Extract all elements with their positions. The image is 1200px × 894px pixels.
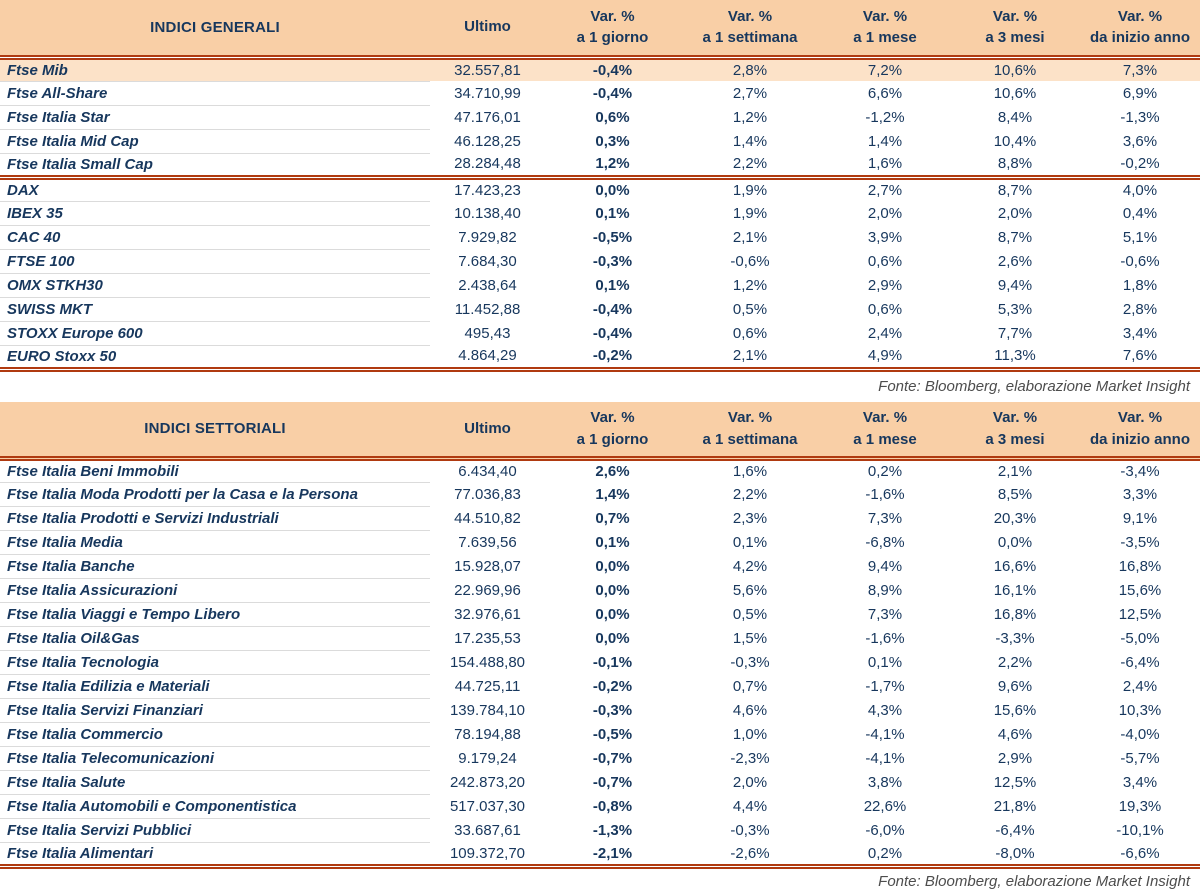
indici-generali-section [0, 0, 1200, 402]
table-row [0, 507, 1200, 531]
pct-value: -1,6% [865, 486, 905, 503]
pct-value: 9,6% [997, 678, 1033, 695]
column-header-a-1-mese: Var. % a 1 mese [820, 0, 950, 57]
index-name: STOXX Europe 600 [0, 321, 430, 345]
pct-value: -0,3% [592, 702, 633, 719]
ultimo-value: 44.725,11 [454, 678, 521, 695]
pct-value: 3,8% [867, 774, 903, 791]
pct-value: 2,0% [867, 204, 903, 222]
table-row [0, 225, 1200, 249]
pct-value: 1,2% [732, 276, 768, 294]
column-header-a-1-giorno: Var. % a 1 giorno [545, 402, 680, 459]
pct-value: -0,2% [1080, 153, 1200, 177]
pct-value: 4,6% [732, 702, 768, 719]
pct-value: 1,5% [732, 630, 768, 647]
pct-value: 0,2% [867, 463, 903, 481]
ultimo-value: 34.710,99 [454, 84, 521, 102]
ultimo-value: 6.434,40 [458, 463, 517, 481]
ultimo-value: 4.864,29 [430, 345, 545, 369]
pct-value: -3,3% [995, 630, 1035, 647]
pct-value: 4,4% [732, 798, 768, 815]
table-row [0, 273, 1200, 297]
pct-value: 16,8% [1118, 558, 1162, 575]
ultimo-value: 139.784,10 [449, 702, 526, 719]
ultimo-value: 77.036,83 [454, 486, 521, 503]
ultimo-value: 78.194,88 [454, 726, 521, 743]
ultimo-value: 22.969,96 [454, 582, 521, 599]
index-name: IBEX 35 [0, 201, 430, 225]
pct-value: 1,4% [595, 486, 630, 503]
index-name: Ftse Italia Servizi Pubblici [0, 819, 430, 843]
pct-value: -6,8% [865, 534, 905, 551]
pct-value: -0,4% [592, 324, 633, 342]
pct-value: 15,6% [1118, 582, 1162, 599]
pct-value: 0,0% [595, 181, 630, 199]
pct-value: 8,5% [997, 486, 1033, 503]
pct-value: 0,6% [595, 108, 630, 126]
ultimo-value: 242.873,20 [449, 774, 526, 791]
ultimo-value: 9.179,24 [458, 750, 517, 767]
pct-value: 0,0% [595, 558, 630, 575]
table-title: INDICI GENERALI [0, 0, 430, 57]
ultimo-value: 517.037,30 [449, 798, 526, 815]
pct-value: 0,1% [595, 276, 630, 294]
index-name: Ftse Italia Viaggi e Tempo Libero [0, 603, 430, 627]
index-name: Ftse Italia Prodotti e Servizi Industriali [0, 507, 430, 531]
pct-value: 0,6% [867, 252, 903, 270]
table-row [0, 81, 1200, 105]
ultimo-value: 32.976,61 [454, 606, 521, 623]
index-name: Ftse Italia Mid Cap [0, 129, 430, 153]
pct-value: -0,5% [592, 726, 633, 743]
pct-value: 4,2% [732, 558, 768, 575]
pct-value: 2,2% [680, 153, 820, 177]
table-row [0, 321, 1200, 345]
index-name: OMX STKH30 [0, 273, 430, 297]
column-header-da-inizio-anno: Var. % da inizio anno [1080, 0, 1200, 57]
pct-value: -0,3% [730, 654, 770, 671]
table-row [0, 627, 1200, 651]
pct-value: 7,6% [1080, 345, 1200, 369]
pct-value: -0,2% [545, 345, 680, 369]
pct-value: 0,5% [732, 300, 768, 318]
ultimo-value: 33.687,61 [454, 822, 521, 839]
index-name: Ftse Italia Oil&Gas [0, 627, 430, 651]
table-row [0, 771, 1200, 795]
pct-value: 3,3% [1122, 486, 1158, 503]
pct-value: 2,0% [997, 204, 1033, 222]
pct-value: 16,1% [993, 582, 1037, 599]
pct-value: 1,9% [732, 204, 768, 222]
pct-value: 1,2% [545, 153, 680, 177]
column-header-ultimo: Ultimo [430, 402, 545, 459]
pct-value: 2,2% [732, 486, 768, 503]
index-name: DAX [0, 177, 430, 201]
ultimo-value: 7.929,82 [458, 228, 517, 246]
pct-value: 5,6% [732, 582, 768, 599]
pct-value: 2,0% [732, 774, 768, 791]
pct-value: 12,5% [993, 774, 1037, 791]
pct-value: 2,9% [867, 276, 903, 294]
pct-value: -5,0% [1120, 630, 1160, 647]
pct-value: 1,8% [1122, 276, 1158, 294]
pct-value: 22,6% [863, 798, 907, 815]
pct-value: 8,9% [867, 582, 903, 599]
table-body [0, 57, 1200, 369]
pct-value: 2,1% [732, 228, 768, 246]
pct-value: 1,0% [732, 726, 768, 743]
pct-value: 0,7% [732, 678, 768, 695]
index-name: CAC 40 [0, 225, 430, 249]
column-header-a-1-settimana: Var. % a 1 settimana [680, 0, 820, 57]
pct-value: 1,9% [732, 181, 768, 199]
pct-value: 2,1% [997, 463, 1033, 481]
table-row [0, 675, 1200, 699]
table-row [0, 105, 1200, 129]
ultimo-value: 15.928,07 [454, 558, 521, 575]
pct-value: 2,2% [997, 654, 1033, 671]
pct-value: 2,4% [867, 324, 903, 342]
pct-value: -2,1% [545, 843, 680, 867]
column-header-a-1-giorno: Var. % a 1 giorno [545, 0, 680, 57]
pct-value: -0,2% [592, 678, 633, 695]
pct-value: 0,5% [732, 606, 768, 623]
table-row [0, 57, 1200, 81]
pct-value: -1,7% [865, 678, 905, 695]
ultimo-value: 11.452,88 [454, 300, 521, 318]
pct-value: -2,6% [680, 843, 820, 867]
pct-value: 0,1% [867, 654, 903, 671]
pct-value: 4,9% [820, 345, 950, 369]
header-row [0, 0, 1200, 57]
indici-generali-table [0, 0, 1200, 372]
table-row [0, 531, 1200, 555]
index-name: Ftse Italia Edilizia e Materiali [0, 675, 430, 699]
pct-value: -10,1% [1116, 822, 1164, 839]
pct-value: -0,4% [592, 300, 633, 318]
pct-value: 0,1% [732, 534, 768, 551]
pct-value: 1,6% [820, 153, 950, 177]
pct-value: 9,4% [997, 276, 1033, 294]
index-name: SWISS MKT [0, 297, 430, 321]
ultimo-value: 2.438,64 [458, 276, 517, 294]
pct-value: 2,8% [680, 57, 820, 81]
table-row [0, 249, 1200, 273]
pct-value: 4,6% [997, 726, 1033, 743]
pct-value: 3,4% [1122, 324, 1158, 342]
pct-value: 2,6% [997, 252, 1033, 270]
index-name: EURO Stoxx 50 [0, 345, 430, 369]
ultimo-value: 7.684,30 [458, 252, 517, 270]
table-body [0, 459, 1200, 867]
indici-settoriali-section [0, 402, 1200, 893]
pct-value: -0,7% [592, 774, 633, 791]
pct-value: -6,0% [865, 822, 905, 839]
pct-value: 15,6% [993, 702, 1037, 719]
pct-value: 2,7% [867, 181, 903, 199]
pct-value: 0,4% [1122, 204, 1158, 222]
column-header-a-1-settimana: Var. % a 1 settimana [680, 402, 820, 459]
ultimo-value: 109.372,70 [430, 843, 545, 867]
table-row [0, 177, 1200, 201]
pct-value: 5,3% [997, 300, 1033, 318]
pct-value: -3,5% [1120, 534, 1160, 551]
column-header-da-inizio-anno: Var. % da inizio anno [1080, 402, 1200, 459]
pct-value: 0,6% [732, 324, 768, 342]
index-name: Ftse Mib [0, 57, 430, 81]
pct-value: -0,1% [592, 654, 633, 671]
pct-value: -0,5% [592, 228, 633, 246]
column-header-ultimo: Ultimo [430, 0, 545, 57]
pct-value: 7,3% [1080, 57, 1200, 81]
index-name: Ftse Italia Telecomunicazioni [0, 747, 430, 771]
pct-value: 1,4% [867, 132, 903, 150]
table-row [0, 345, 1200, 369]
pct-value: 3,9% [867, 228, 903, 246]
table-row [0, 459, 1200, 483]
pct-value: 20,3% [993, 510, 1037, 527]
ultimo-value: 17.235,53 [454, 630, 521, 647]
pct-value: 0,0% [595, 582, 630, 599]
source-note: Fonte: Bloomberg, elaborazione Market Insight [878, 377, 1190, 395]
index-name: Ftse Italia Assicurazioni [0, 579, 430, 603]
pct-value: 9,1% [1122, 510, 1158, 527]
column-header-a-3-mesi: Var. % a 3 mesi [950, 402, 1080, 459]
pct-value: 10,4% [993, 132, 1037, 150]
pct-value: 8,7% [997, 228, 1033, 246]
table-row [0, 483, 1200, 507]
ultimo-value: 32.557,81 [430, 57, 545, 81]
ultimo-value: 7.639,56 [458, 534, 517, 551]
table-row [0, 843, 1200, 867]
pct-value: -6,4% [1120, 654, 1160, 671]
pct-value: 21,8% [993, 798, 1037, 815]
pct-value: 2,1% [680, 345, 820, 369]
pct-value: -6,6% [1080, 843, 1200, 867]
pct-value: 7,3% [867, 510, 903, 527]
table-row [0, 153, 1200, 177]
pct-value: 16,8% [993, 606, 1037, 623]
pct-value: 1,4% [732, 132, 768, 150]
pct-value: 8,8% [950, 153, 1080, 177]
index-name: Ftse Italia Moda Prodotti per la Casa e la Persona [0, 483, 430, 507]
index-name: Ftse Italia Star [0, 105, 430, 129]
table-row [0, 579, 1200, 603]
index-name: Ftse All-Share [0, 81, 430, 105]
pct-value: 0,3% [595, 132, 630, 150]
pct-value: -2,3% [730, 750, 770, 767]
pct-value: -0,6% [1120, 252, 1160, 270]
ultimo-value: 10.138,40 [454, 204, 521, 222]
pct-value: 7,7% [997, 324, 1033, 342]
pct-value: -0,4% [545, 57, 680, 81]
pct-value: 2,6% [595, 463, 630, 481]
index-name: Ftse Italia Small Cap [0, 153, 430, 177]
pct-value: 1,2% [732, 108, 768, 126]
table-row [0, 297, 1200, 321]
pct-value: 2,3% [732, 510, 768, 527]
pct-value: -3,4% [1120, 463, 1160, 481]
ultimo-value: 44.510,82 [454, 510, 521, 527]
index-name: Ftse Italia Commercio [0, 723, 430, 747]
index-name: Ftse Italia Banche [0, 555, 430, 579]
ultimo-value: 495,43 [464, 324, 511, 342]
ultimo-value: 46.128,25 [454, 132, 521, 150]
pct-value: 2,4% [1122, 678, 1158, 695]
pct-value: -0,7% [592, 750, 633, 767]
pct-value: 3,6% [1122, 132, 1158, 150]
pct-value: 2,8% [1122, 300, 1158, 318]
index-name: Ftse Italia Tecnologia [0, 651, 430, 675]
indici-settoriali-table [0, 402, 1200, 870]
pct-value: 5,1% [1122, 228, 1158, 246]
pct-value: -4,1% [865, 726, 905, 743]
source-note: Fonte: Bloomberg, elaborazione Market Insight [878, 873, 1190, 890]
column-header-a-3-mesi: Var. % a 3 mesi [950, 0, 1080, 57]
index-name: Ftse Italia Beni Immobili [0, 459, 430, 483]
index-name: Ftse Italia Servizi Finanziari [0, 699, 430, 723]
pct-value: -0,8% [592, 798, 633, 815]
ultimo-value: 47.176,01 [454, 108, 521, 126]
table-row [0, 129, 1200, 153]
pct-value: 0,6% [867, 300, 903, 318]
pct-value: 11,3% [950, 345, 1080, 369]
pct-value: -1,6% [865, 630, 905, 647]
pct-value: 7,3% [867, 606, 903, 623]
index-name: Ftse Italia Alimentari [0, 843, 430, 867]
pct-value: 19,3% [1118, 798, 1162, 815]
pct-value: 4,3% [867, 702, 903, 719]
pct-value: 0,1% [595, 534, 630, 551]
ultimo-value: 28.284,48 [430, 153, 545, 177]
pct-value: 10,6% [950, 57, 1080, 81]
table-row [0, 819, 1200, 843]
pct-value: -1,3% [1120, 108, 1160, 126]
index-name: Ftse Italia Salute [0, 771, 430, 795]
table-title: INDICI SETTORIALI [0, 402, 430, 459]
index-name: FTSE 100 [0, 249, 430, 273]
index-name: Ftse Italia Media [0, 531, 430, 555]
pct-value: 9,4% [867, 558, 903, 575]
pct-value: 8,4% [997, 108, 1033, 126]
pct-value: 0,1% [595, 204, 630, 222]
table-row [0, 555, 1200, 579]
ultimo-value: 17.423,23 [454, 181, 521, 199]
pct-value: -1,2% [865, 108, 905, 126]
pct-value: 0,2% [820, 843, 950, 867]
pct-value: 12,5% [1118, 606, 1162, 623]
index-name: Ftse Italia Automobili e Componentistica [0, 795, 430, 819]
pct-value: 2,7% [732, 84, 768, 102]
pct-value: 0,0% [595, 606, 630, 623]
table-row [0, 795, 1200, 819]
pct-value: 10,6% [993, 84, 1037, 102]
pct-value: 1,6% [732, 463, 768, 481]
pct-value: 4,0% [1122, 181, 1158, 199]
pct-value: 16,6% [993, 558, 1037, 575]
header-row [0, 402, 1200, 459]
pct-value: 2,9% [997, 750, 1033, 767]
pct-value: 0,0% [997, 534, 1033, 551]
pct-value: 3,4% [1122, 774, 1158, 791]
pct-value: -1,3% [592, 822, 633, 839]
pct-value: -8,0% [950, 843, 1080, 867]
pct-value: 7,2% [820, 57, 950, 81]
column-header-a-1-mese: Var. % a 1 mese [820, 402, 950, 459]
pct-value: -0,4% [592, 84, 633, 102]
pct-value: -4,0% [1120, 726, 1160, 743]
pct-value: -0,6% [730, 252, 770, 270]
pct-value: 0,0% [595, 630, 630, 647]
pct-value: -0,3% [730, 822, 770, 839]
ultimo-value: 154.488,80 [449, 654, 526, 671]
pct-value: 6,6% [867, 84, 903, 102]
table-row [0, 201, 1200, 225]
pct-value: 10,3% [1118, 702, 1162, 719]
pct-value: -5,7% [1120, 750, 1160, 767]
pct-value: 0,7% [595, 510, 630, 527]
pct-value: 8,7% [997, 181, 1033, 199]
table-row [0, 603, 1200, 627]
table-row [0, 651, 1200, 675]
table-row [0, 747, 1200, 771]
pct-value: -6,4% [995, 822, 1035, 839]
pct-value: -0,3% [592, 252, 633, 270]
pct-value: -4,1% [865, 750, 905, 767]
table-row [0, 699, 1200, 723]
pct-value: 6,9% [1122, 84, 1158, 102]
table-row [0, 723, 1200, 747]
